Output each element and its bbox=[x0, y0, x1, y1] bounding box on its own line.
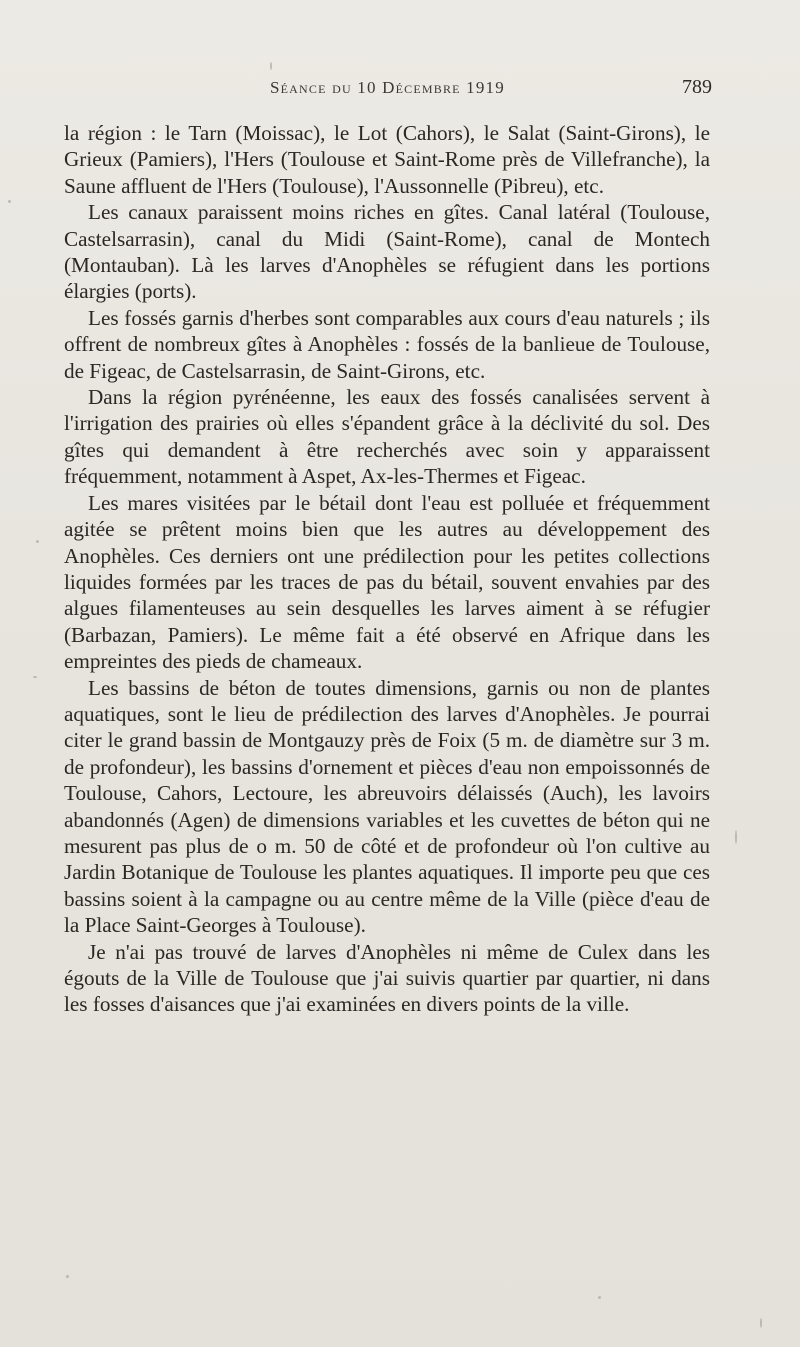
running-title: Séance du 10 Décembre 1919 bbox=[270, 78, 505, 97]
paragraph-1: la région : le Tarn (Moissac), le Lot (Cahors), le Salat (Saint-Girons), le Grieux (Pamiers), l'Hers (Toulouse et Saint-Rome près de Villefranche), la Saune affluent de l'Hers (Toulouse), l'Aussonnelle (Pibreu), etc. bbox=[64, 121, 710, 198]
paper-speck bbox=[8, 200, 11, 203]
paragraph-6: Les bassins de béton de toutes dimensions, garnis ou non de plantes aquatiques, sont le lieu de prédilection des larves d'Anophèles. Je pourrai citer le grand bassin de Montgauzy près de Foix (5 m. de diamètre sur 3 m. de profondeur), les bassins d'ornement et pièces d'eau non empoissonnés de Toulouse, Cahors, Lectoure, les abreuvoirs délaissés (Auch), les lavoirs abandonnés (Agen) de dimensions variables et les cuvettes de béton qui ne mesurent pas plus de o m. 50 de côté et de profondeur où l'on cultive au Jardin Botanique de Toulouse les plantes aquatiques. Il importe peu que ces bassins soient à la campagne ou au centre même de la Ville (pièce d'eau de la Place Saint-Georges à Toulouse). bbox=[64, 675, 710, 938]
paragraph-5: Les mares visitées par le bétail dont l'eau est polluée et fréquemment agitée se prêtent moins bien que les autres au développement des Anophèles. Ces derniers ont une prédilection pour les petites collections liquides formées par les traces de pas du bétail, souvent envahies par des algues filamenteuses au sein desquelles les larves aiment à se réfugier (Barbazan, Pamiers). Le même fait a été observé en Afrique dans les empreintes des pieds de chameaux. bbox=[64, 490, 710, 674]
running-header bbox=[0, 74, 800, 106]
page-number: 789 bbox=[682, 76, 712, 98]
paragraph-4: Dans la région pyrénéenne, les eaux des fossés canalisées servent à l'irrigation des prairies où elles s'épandent grâce à la déclivité du sol. Des gîtes qui demandent à être recherchés avec soin y apparaissent fréquemment, notamment à Aspet, Ax-les-Thermes et Figeac. bbox=[64, 385, 710, 489]
paper-speck bbox=[66, 1275, 69, 1278]
paper-speck bbox=[36, 540, 39, 543]
paragraph-2: Les canaux paraissent moins riches en gîtes. Canal latéral (Toulouse, Castelsarrasin), canal du Midi (Saint-Rome), canal de Montech (Montauban). Là les larves d'Anophèles se réfugient dans les portions élargies (ports). bbox=[64, 200, 710, 304]
paper-speck bbox=[760, 1318, 762, 1328]
paper-speck bbox=[735, 830, 737, 844]
paper-speck bbox=[33, 676, 37, 678]
paper-speck bbox=[598, 1296, 601, 1299]
paper-speck bbox=[270, 62, 272, 70]
body-text bbox=[64, 120, 710, 1018]
paragraph-3: Les fossés garnis d'herbes sont comparables aux cours d'eau naturels ; ils offrent de nombreux gîtes à Anophèles : fossés de la banlieue de Toulouse, de Figeac, de Castelsarrasin, de Saint-Girons, etc. bbox=[64, 305, 710, 383]
paragraph-7: Je n'ai pas trouvé de larves d'Anophèles ni même de Culex dans les égouts de la Ville de Toulouse que j'ai suivis quartier par quartier, ni dans les fosses d'aisances que j'ai examinées en divers points de la ville. bbox=[64, 939, 710, 1017]
